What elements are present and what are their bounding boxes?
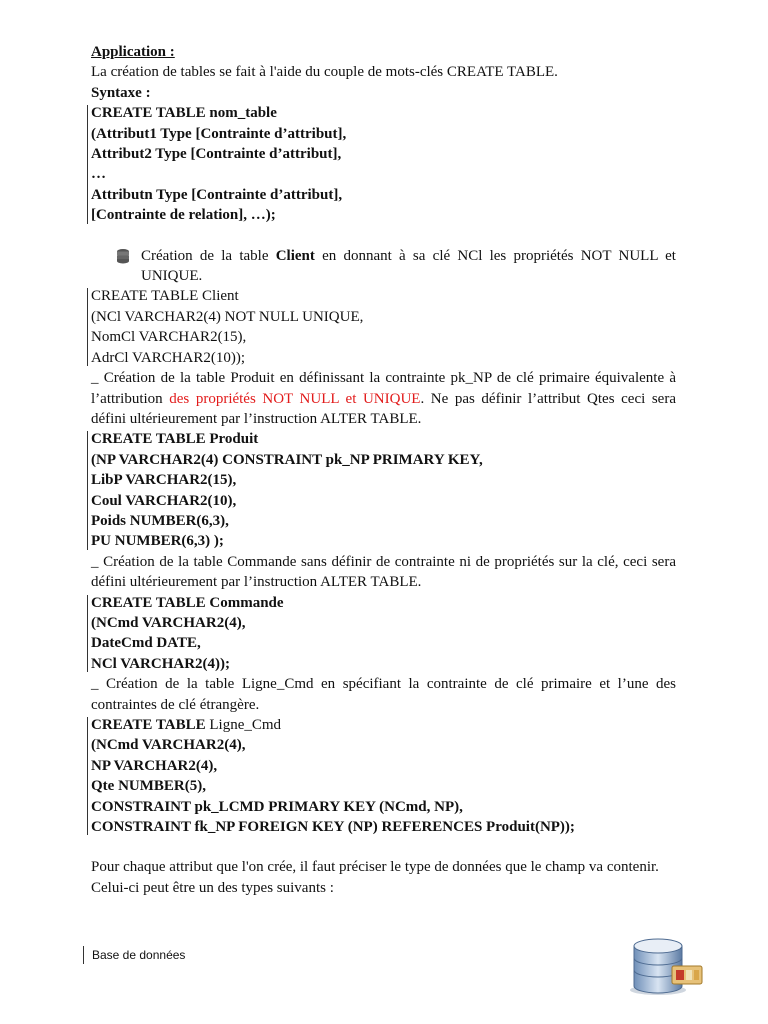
code-line: [Contrainte de relation], …); xyxy=(91,207,276,224)
code-line: … xyxy=(91,166,106,183)
code-line: LibP VARCHAR2(15), xyxy=(91,472,237,489)
code-line: DateCmd DATE, xyxy=(91,635,201,652)
code-line: AdrCl VARCHAR2(10)); xyxy=(91,349,246,366)
document-body xyxy=(91,42,676,898)
code-line: PU NUMBER(6,3) ); xyxy=(91,533,224,550)
syntax-label: Syntaxe : xyxy=(91,84,151,101)
closing-paragraph: Pour chaque attribut que l'on crée, il faut préciser le type de données que le champ va contenir. xyxy=(91,859,659,876)
client-bullet-post: en donnant à sa clé NCl les propriétés NOT NULL et UNIQUE. xyxy=(141,247,676,285)
commande-paragraph: _ Création de la table Commande sans définir de contrainte ni de propriétés sur la clé, ceci sera défini ultérieurement par l’instruction ALTER TABLE. xyxy=(91,553,676,591)
code-line: NP VARCHAR2(4), xyxy=(91,757,218,774)
code-line: (NCmd VARCHAR2(4), xyxy=(91,737,246,754)
produit-paragraph xyxy=(91,368,676,429)
code-line: CREATE TABLE Commande xyxy=(91,594,284,611)
database-icon xyxy=(115,248,131,264)
code-line: (NP VARCHAR2(4) CONSTRAINT pk_NP PRIMARY KEY, xyxy=(91,451,483,468)
code-line: CREATE TABLE Produit xyxy=(91,431,259,448)
client-code-block xyxy=(91,286,676,368)
code-line: Attributn Type [Contrainte d’attribut], xyxy=(91,186,343,203)
code-line: (NCmd VARCHAR2(4), xyxy=(91,614,246,631)
code-line: Attribut2 Type [Contrainte d’attribut], xyxy=(91,146,342,163)
intro-text: La création de tables se fait à l'aide du couple de mots-clés CREATE TABLE. xyxy=(91,64,558,81)
code-line: CONSTRAINT pk_LCMD PRIMARY KEY (NCmd, NP), xyxy=(91,798,463,815)
lignecmd-paragraph: _ Création de la table Ligne_Cmd en spécifiant la contrainte de clé primaire et l’une des contraintes de clé étrangère. xyxy=(91,676,676,713)
produit-code-block xyxy=(91,429,676,551)
code-line: CREATE TABLE nom_table xyxy=(91,105,277,122)
section-heading: Application : xyxy=(91,44,175,60)
produit-para-post: . Ne pas définir l’attribut Qtes ceci sera défini ultérieurement par l’instruction ALTER TABLE. xyxy=(91,390,676,427)
lignecmd-first-normal: Ligne_Cmd xyxy=(205,717,282,733)
database-server-icon xyxy=(626,936,718,996)
code-line: CREATE TABLE Client xyxy=(91,288,239,305)
client-bullet-bold: Client xyxy=(275,247,315,264)
code-line xyxy=(91,715,676,735)
code-line: (NCl VARCHAR2(4) NOT NULL UNIQUE, xyxy=(91,308,364,325)
code-line: NCl VARCHAR2(4)); xyxy=(91,655,231,672)
code-line: NomCl VARCHAR2(15), xyxy=(91,329,247,346)
code-line: Qte NUMBER(5), xyxy=(91,778,206,795)
code-line: (Attribut1 Type [Contrainte d’attribut], xyxy=(91,125,347,142)
produit-para-pre: _ Création de la table Produit en définissant la contrainte pk_NP de clé primaire équivalente à l’attribution xyxy=(91,370,676,407)
code-line: CONSTRAINT fk_NP FOREIGN KEY (NP) REFERENCES Produit(NP)); xyxy=(91,819,575,836)
footer-label: Base de données xyxy=(83,946,185,964)
produit-para-red: des propriétés NOT NULL et UNIQUE xyxy=(169,390,421,407)
closing-line: Celui-ci peut être un des types suivants : xyxy=(91,879,334,896)
code-line: Coul VARCHAR2(10), xyxy=(91,492,237,509)
client-bullet-pre: Création de la table xyxy=(141,247,276,264)
client-bullet xyxy=(115,246,676,287)
commande-code-block xyxy=(91,593,676,675)
lignecmd-code-block xyxy=(91,715,676,837)
lignecmd-first-bold: CREATE TABLE xyxy=(91,717,206,733)
syntax-code-block xyxy=(91,103,676,225)
code-line: Poids NUMBER(6,3), xyxy=(91,512,229,529)
